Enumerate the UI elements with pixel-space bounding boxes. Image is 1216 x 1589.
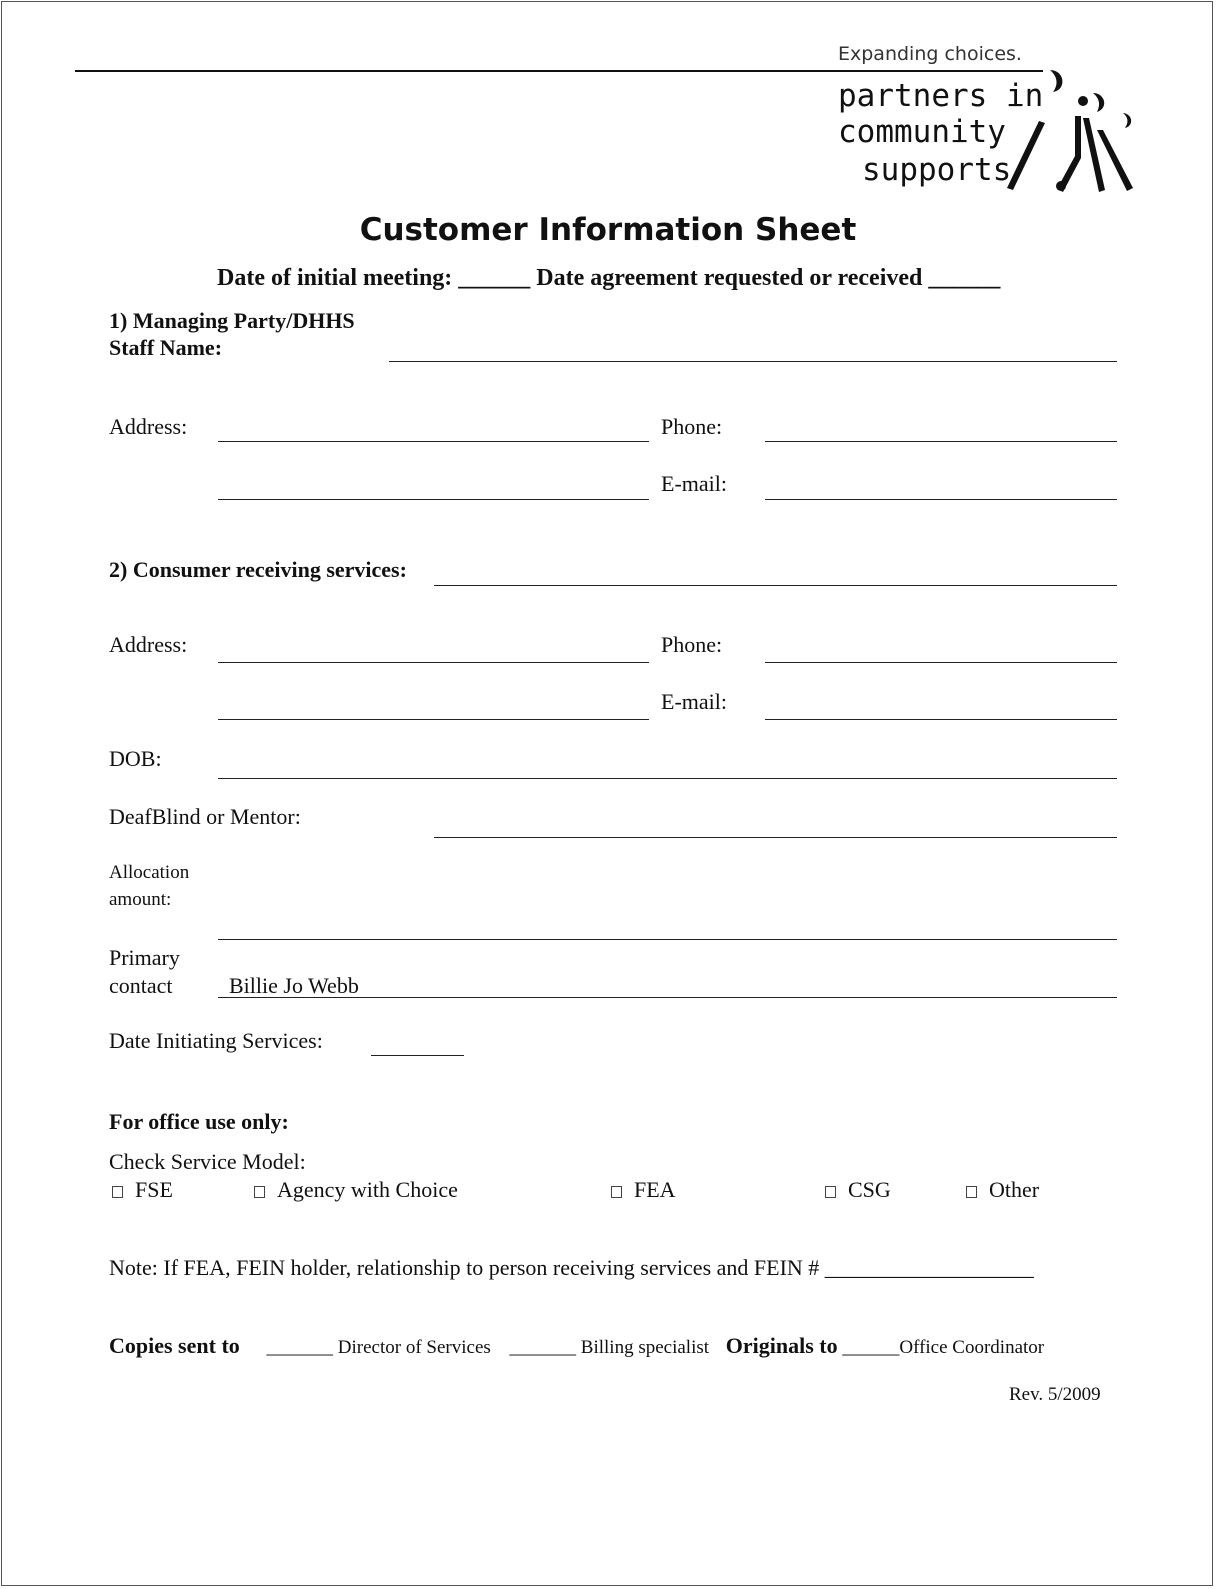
fse-label: FSE xyxy=(135,1177,173,1202)
other-checkbox[interactable] xyxy=(966,1186,977,1198)
fein-note: Note: If FEA, FEIN holder, relationship to person receiving services and FEIN # ___________________ xyxy=(109,1255,1034,1280)
option-agency-with-choice[interactable] xyxy=(254,1177,458,1203)
allocation-label-line1: Allocation xyxy=(109,862,190,883)
coordinator-label: Office Coordinator xyxy=(899,1337,1045,1358)
office-use-heading: For office use only: xyxy=(109,1109,289,1134)
dob-field[interactable] xyxy=(218,778,1117,779)
address1-label: Address: xyxy=(109,414,188,439)
consumer-name-field[interactable] xyxy=(434,585,1117,586)
primary-contact-label-line2: contact xyxy=(109,973,173,998)
phone2-field[interactable] xyxy=(765,662,1117,663)
phone1-field[interactable] xyxy=(765,441,1117,442)
staff-name-field[interactable] xyxy=(389,361,1117,362)
option-fse[interactable] xyxy=(112,1177,173,1203)
meeting-dates-line: Date of initial meeting: ______ Date agreement requested or received ______ xyxy=(217,265,1001,291)
copies-label: Copies sent to xyxy=(109,1333,240,1358)
address2-label: Address: xyxy=(109,632,188,657)
primary-contact-value: Billie Jo Webb xyxy=(229,973,359,998)
phone2-label: Phone: xyxy=(661,632,723,657)
logo-text-line3: supports xyxy=(862,152,1012,188)
fea-label: FEA xyxy=(634,1177,676,1202)
address1-field-line1[interactable] xyxy=(218,441,649,442)
director-label: Director of Services xyxy=(337,1337,491,1358)
date-initiating-label: Date Initiating Services: xyxy=(109,1028,323,1053)
staff-name-label: Staff Name: xyxy=(109,335,223,360)
primary-contact-field[interactable] xyxy=(218,997,1117,998)
other-label: Other xyxy=(989,1177,1040,1202)
csg-checkbox[interactable] xyxy=(825,1186,836,1198)
tagline: Expanding choices. xyxy=(838,43,1022,65)
copies-director-blank[interactable]: _______ xyxy=(266,1337,334,1358)
section1-heading: 1) Managing Party/DHHS xyxy=(109,308,355,333)
section2-heading: 2) Consumer receiving services: xyxy=(109,557,407,582)
copies-billing-blank[interactable]: _______ xyxy=(509,1337,577,1358)
option-csg[interactable] xyxy=(825,1177,891,1203)
fea-checkbox[interactable] xyxy=(611,1186,622,1198)
dob-label: DOB: xyxy=(109,746,162,771)
option-fea[interactable] xyxy=(611,1177,676,1203)
deafblind-label: DeafBlind or Mentor: xyxy=(109,804,301,829)
originals-label: Originals to xyxy=(725,1333,838,1358)
address2-field-line2[interactable] xyxy=(218,719,649,720)
page-title: Customer Information Sheet xyxy=(359,212,857,248)
address2-field-line1[interactable] xyxy=(218,662,649,663)
agency-with-choice-label: Agency with Choice xyxy=(277,1177,458,1202)
email1-field[interactable] xyxy=(765,499,1117,500)
primary-contact-label-line1: Primary xyxy=(109,945,180,970)
fse-checkbox[interactable] xyxy=(112,1186,123,1198)
logo-text-line2: community xyxy=(838,114,1006,150)
address1-field-line2[interactable] xyxy=(218,499,649,500)
email2-label: E-mail: xyxy=(661,689,727,714)
deafblind-field[interactable] xyxy=(434,837,1117,838)
logo-figures-icon xyxy=(1005,68,1145,198)
copies-row xyxy=(109,1333,1044,1359)
check-service-model-label: Check Service Model: xyxy=(109,1149,306,1174)
allocation-field[interactable] xyxy=(218,939,1117,940)
logo-text-line1: partners in xyxy=(838,78,1044,114)
email1-label: E-mail: xyxy=(661,471,727,496)
email2-field[interactable] xyxy=(765,719,1117,720)
option-other[interactable] xyxy=(966,1177,1039,1203)
agency-with-choice-checkbox[interactable] xyxy=(254,1186,265,1198)
billing-label: Billing specialist xyxy=(580,1337,710,1358)
csg-label: CSG xyxy=(848,1177,891,1202)
originals-blank[interactable]: ______ xyxy=(842,1337,900,1358)
phone1-label: Phone: xyxy=(661,414,723,439)
header-rule xyxy=(75,70,1043,72)
revision-label: Rev. 5/2009 xyxy=(1009,1384,1101,1405)
date-initiating-field[interactable] xyxy=(371,1055,464,1056)
allocation-label-line2: amount: xyxy=(109,889,172,910)
